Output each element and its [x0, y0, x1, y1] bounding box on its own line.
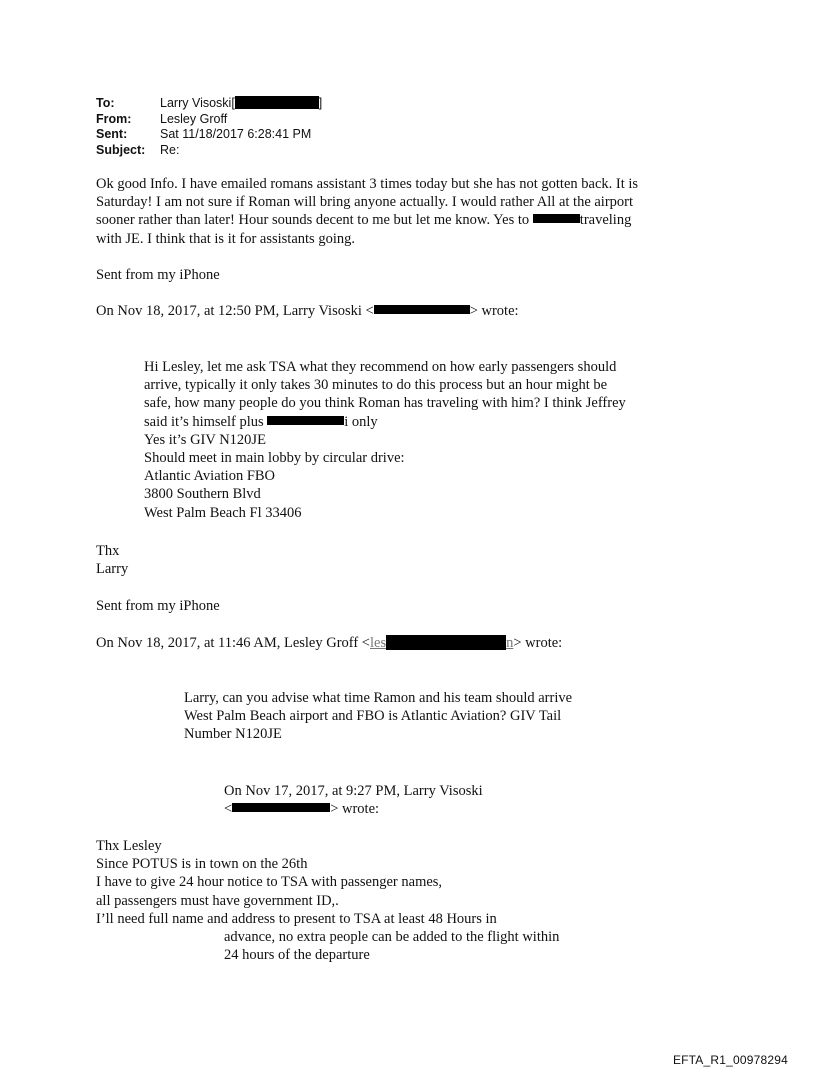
message-signature: Sent from my iPhone: [96, 267, 220, 283]
quote-line: Thx Lesley: [96, 838, 162, 854]
quote3-indented: [224, 928, 559, 964]
attribution-line: On Nov 17, 2017, at 9:27 PM, Larry Visoski: [224, 783, 483, 799]
subject-value: Re:: [160, 142, 180, 157]
quote-line: advance, no extra people can be added to the flight within: [224, 929, 560, 945]
attribution-end: > wrote:: [330, 801, 380, 818]
redaction-box: [267, 416, 344, 425]
attribution-start: On Nov 18, 2017, at 11:46 AM, Lesley Groff <: [96, 635, 370, 651]
email-link-prefix[interactable]: les: [370, 635, 387, 651]
quote-line: all passengers must have government ID,.: [96, 892, 339, 909]
quote1-body: [144, 358, 626, 522]
quote-line: 24 hours of the departure: [224, 947, 370, 964]
from-label: From:: [96, 111, 132, 126]
quote1-closing: [96, 542, 128, 578]
sender-name: Larry: [96, 561, 129, 578]
quote-line: 3800 Southern Blvd: [144, 486, 261, 503]
subject-label: Subject:: [96, 142, 146, 157]
message-line: [96, 211, 638, 229]
header-subject-row: [96, 143, 322, 159]
thx-text: Thx: [96, 543, 120, 559]
quote3-attribution: [224, 782, 483, 818]
quote-line-part: said it’s himself plus: [144, 413, 264, 430]
header-sent-row: [96, 127, 322, 143]
quote-line: I have to give 24 hour notice to TSA with passenger names,: [96, 874, 443, 891]
quote2-attribution: [96, 634, 562, 652]
from-value: Lesley Groff: [160, 111, 228, 126]
redaction-box: [235, 96, 319, 109]
quote-line: West Palm Beach airport and FBO is Atlantic Aviation? GIV Tail: [184, 708, 562, 725]
quote-line: Number N120JE: [184, 726, 282, 743]
quote-line: arrive, typically it only takes 30 minutes to do this process but an hour might be: [144, 377, 608, 394]
to-value: Larry Visoski[: [160, 96, 235, 110]
header-from-row: [96, 112, 322, 128]
quote-line: I’ll need full name and address to present to TSA at least 48 Hours in: [96, 910, 497, 927]
attribution-line: [224, 800, 483, 818]
quote-line: safe, how many people do you think Roman has traveling with him? I think Jeffrey: [144, 395, 626, 412]
message-line: with JE. I think that is it for assistants going.: [96, 230, 355, 247]
sent-value: Sat 11/18/2017 6:28:41 PM: [160, 127, 312, 141]
attribution-end: > wrote:: [513, 635, 563, 651]
quote-line: Larry, can you advise what time Ramon and his team should arrive: [184, 690, 573, 706]
attribution-start: On Nov 18, 2017, at 12:50 PM, Larry Visoski <: [96, 303, 374, 319]
quote-line: Atlantic Aviation FBO: [144, 468, 276, 485]
sent-label: Sent:: [96, 127, 128, 141]
quote-line: Should meet in main lobby by circular drive:: [144, 449, 405, 466]
email-link-suffix[interactable]: n: [506, 635, 514, 651]
quote-line: [144, 413, 626, 431]
to-close: ]: [318, 96, 323, 110]
redaction-box: [232, 803, 330, 812]
quote2-body: [184, 689, 572, 744]
message-line-part: sooner rather than later! Hour sounds decent to me but let me know. Yes to: [96, 212, 530, 229]
attribution-end: > wrote:: [469, 303, 519, 319]
quote-line: Hi Lesley, let me ask TSA what they recommend on how early passengers should: [144, 359, 617, 375]
quote-line: Since POTUS is in town on the 26th: [96, 856, 308, 873]
quote1-attribution: [96, 302, 519, 320]
redaction-box: [533, 214, 580, 223]
quote3-body: [96, 837, 497, 928]
message-body: [96, 175, 638, 248]
quote-line: West Palm Beach Fl 33406: [144, 504, 302, 521]
quote-line-part: i only: [344, 413, 378, 430]
message-line: Ok good Info. I have emailed romans assistant 3 times today but she has not gotten back. It is: [96, 176, 639, 192]
bates-number: EFTA_R1_00978294: [672, 1053, 788, 1067]
email-header: [96, 96, 322, 158]
redaction-box: [386, 635, 506, 650]
header-to-row: [96, 96, 322, 112]
redaction-box: [374, 305, 470, 314]
attribution-open: <: [224, 801, 233, 818]
to-label: To:: [96, 96, 115, 110]
message-line-part: traveling: [579, 212, 632, 229]
quote1-signature: Sent from my iPhone: [96, 598, 220, 614]
quote-line: Yes it’s GIV N120JE: [144, 431, 266, 448]
message-line: Saturday! I am not sure if Roman will bring anyone actually. I would rather All at the airport: [96, 194, 634, 211]
